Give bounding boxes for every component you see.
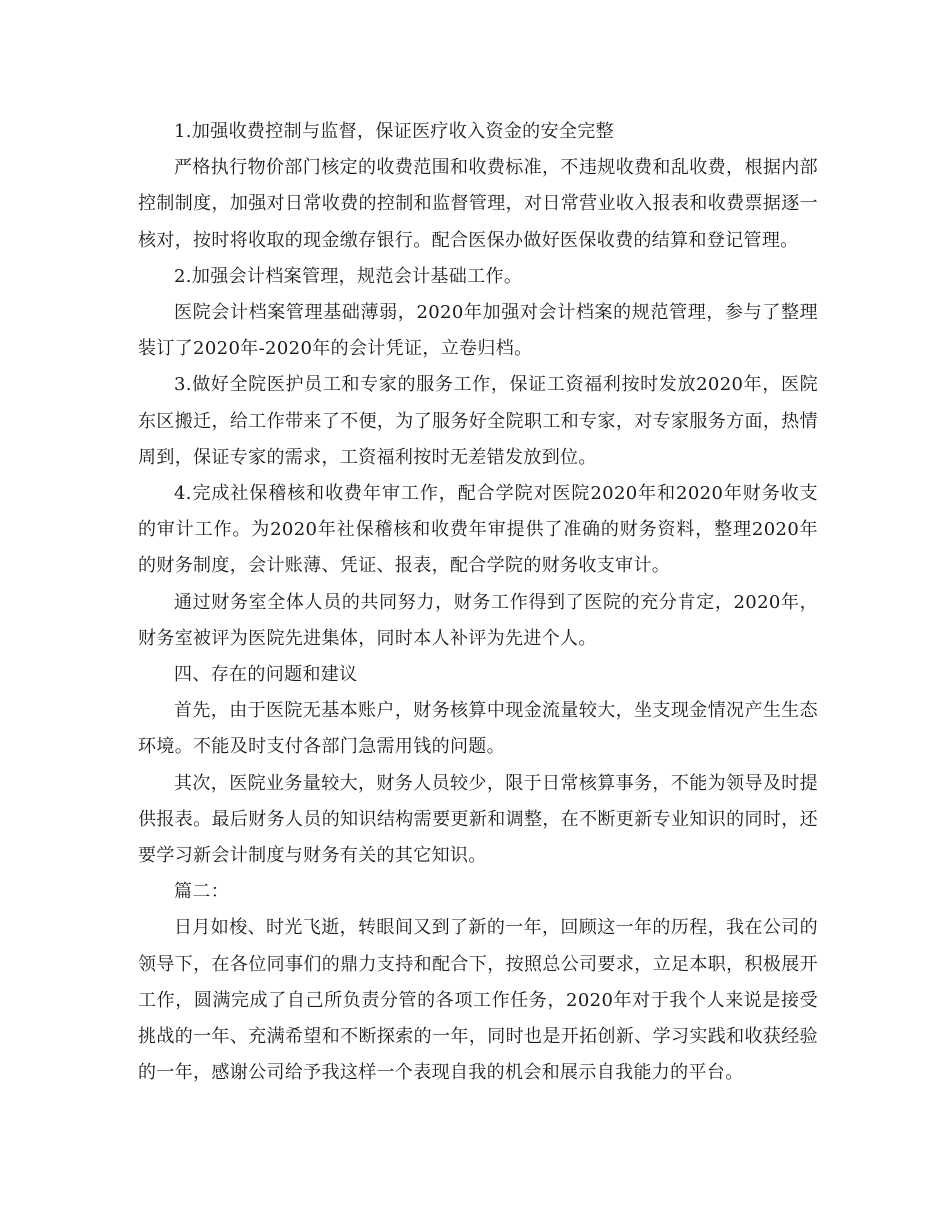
section-heading-problems: 四、存在的问题和建议 (174, 664, 358, 686)
paragraph-9: 首先，由于医院无基本账户，财务核算中现金流量较大，坐支现金情况产生生态环境。不能及时支付各部门急需用钱的问题。 (138, 700, 818, 758)
paragraph-5: 3.做好全院医护员工和专家的服务工作，保证工资福利按时发放2020年，医院东区搬迁，给工作带来了不便，为了服务好全院职工和专家，对专家服务方面，热情周到，保证专家的需求，工资福利按时无差错发放到位。 (138, 374, 818, 468)
paragraph-2: 严格执行物价部门核定的收费范围和收费标准，不违规收费和乱收费，根据内部控制制度，加强对日常收费的控制和监督管理，对日常营业收入报表和收费票据逐一核对，按时将收取的现金缴存银行。配合医保办做好医保收费的结算和登记管理。 (138, 157, 818, 251)
paragraph-10: 其次，医院业务量较大，财务人员较少，限于日常核算事务，不能为领导及时提供报表。最后财务人员的知识结构需要更新和调整，在不断更新专业知识的同时，还要学习新会计制度与财务有关的其它知识。 (138, 772, 818, 867)
document-body (138, 114, 818, 1091)
paragraph-1-heading: 1.加强收费控制与监督，保证医疗收入资金的安全完整 (174, 121, 614, 142)
paragraph-12: 日月如梭、时光飞逝，转眼间又到了新的一年，回顾这一年的历程，我在公司的领导下，在各位同事们的鼎力支持和配合下，按照总公司要求，立足本职，积极展开工作，圆满完成了自己所负责分管的各项工作任务，2020年对于我个人来说是接受挑战的一年、充满希望和不断探索的一年，同时也是开拓创新、学习实践和收获经验的一年，感谢公司给予我这样一个表现自我的机会和展示自我能力的平台。 (138, 917, 818, 1084)
paragraph-7: 通过财务室全体人员的共同努力，财务工作得到了医院的充分肯定，2020年，财务室被评为医院先进集体，同时本人补评为先进个人。 (138, 591, 818, 649)
paragraph-6: 4.完成社保稽核和收费年审工作，配合学院对医院2020年和2020年财务收支的审计工作。为2020年社保稽核和收费年审提供了准确的财务资料，整理2020年的财务制度，会计账薄、凭证、报表，配合学院的财务收支审计。 (138, 483, 818, 577)
section-heading-part-two: 篇二： (174, 881, 230, 903)
paragraph-4: 医院会计档案管理基础薄弱，2020年加强对会计档案的规范管理，参与了整理装订了2020年-2020年的会计凭证，立卷归档。 (138, 302, 818, 360)
paragraph-3-heading: 2.加强会计档案管理，规范会计基础工作。 (174, 265, 523, 287)
